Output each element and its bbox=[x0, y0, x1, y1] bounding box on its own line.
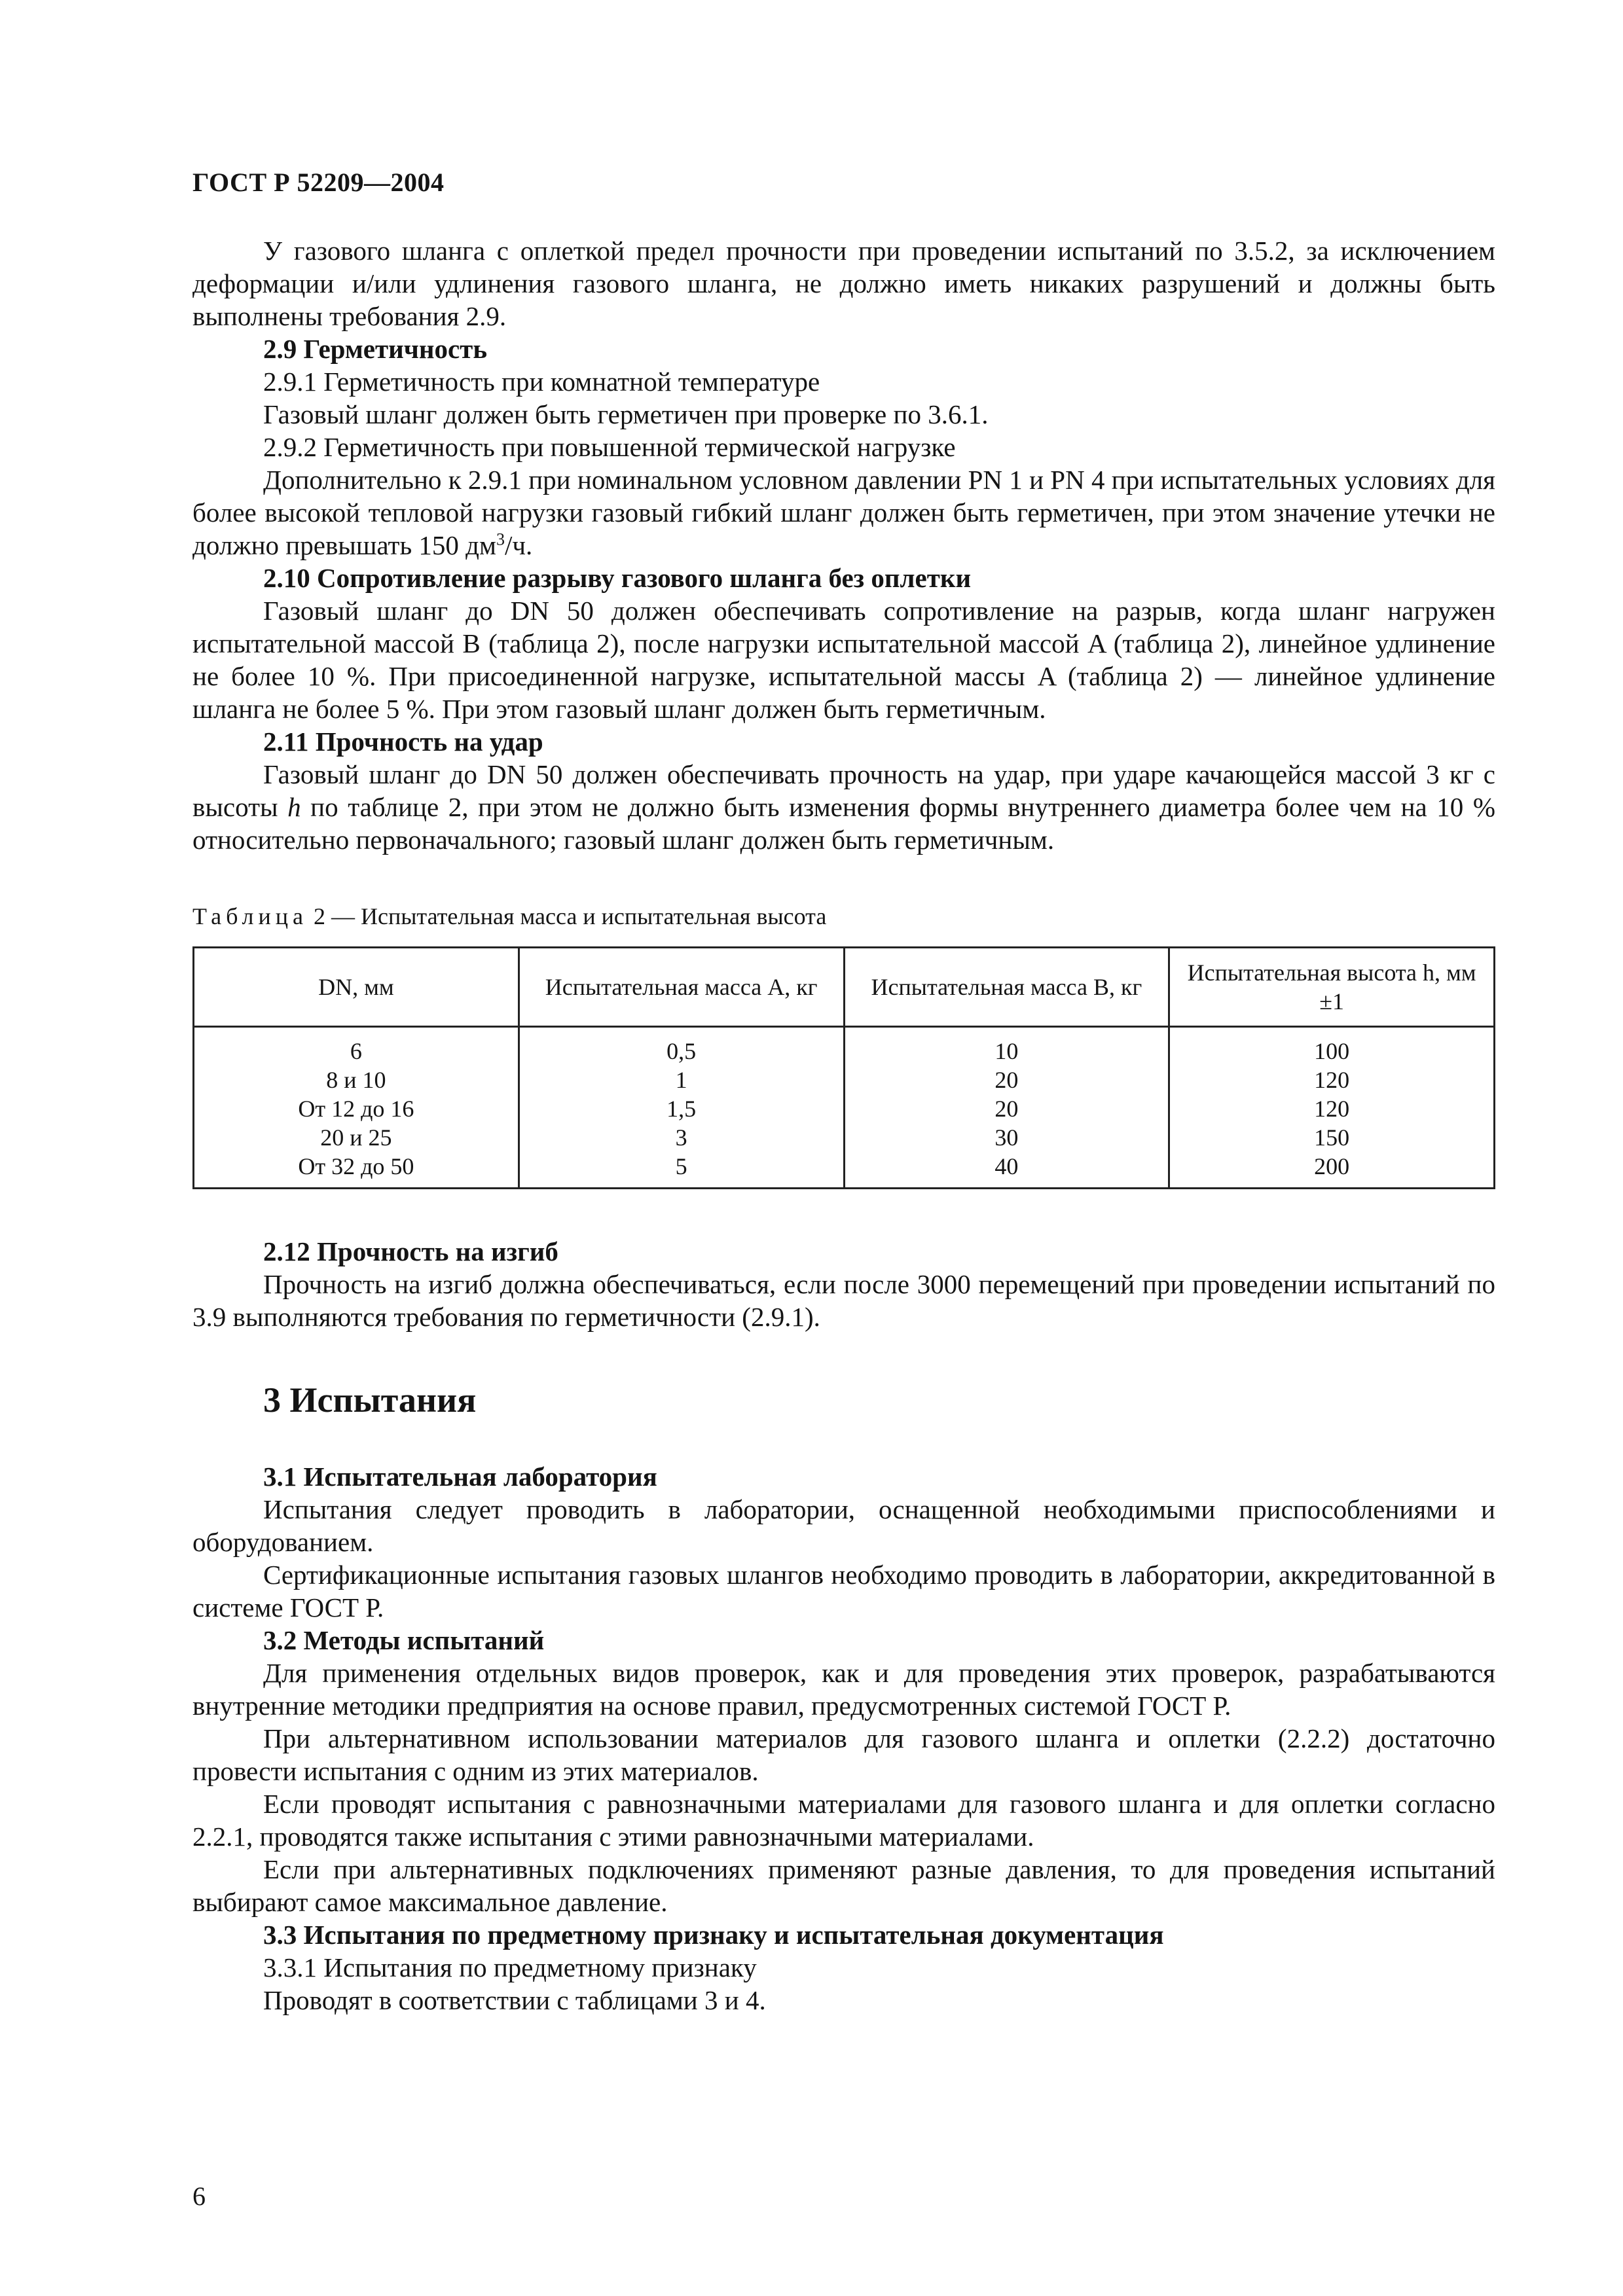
table-cell: 6 bbox=[350, 1038, 362, 1064]
heading-3-1: 3.1 Испытательная лаборатория bbox=[263, 1462, 657, 1492]
column-mass-a bbox=[519, 1027, 844, 1189]
heading-2-10: 2.10 Сопротивление разрыву газового шланга без оплетки bbox=[263, 563, 972, 593]
table-cell: 1,5 bbox=[666, 1096, 697, 1122]
paragraph-3-2-4: Если при альтернативных подключениях применяют разные давления, то для проведения испытаний выбирают самое максимальное давление. bbox=[192, 1854, 1495, 1917]
paragraph-strength: У газового шланга с оплеткой предел прочности при проведении испытаний по 3.5.2, за исключением деформации и/или удлинения газового шланга, не должно иметь никаких разрушений и должны быть выполнены требования 2.9. bbox=[192, 236, 1495, 331]
paragraph-3-1-2: Сертификационные испытания газовых шлангов необходимо проводить в лаборатории, аккредитованной в системе ГОСТ Р. bbox=[192, 1560, 1495, 1623]
heading-2-11: 2.11 Прочность на удар bbox=[263, 726, 543, 757]
table-cell: 20 и 25 bbox=[320, 1124, 392, 1151]
paragraph-3-1-1: Испытания следует проводить в лаборатории, оснащенной необходимыми приспособлениями и оборудованием. bbox=[192, 1494, 1495, 1557]
section-3-title: 3 Испытания bbox=[263, 1380, 477, 1420]
paragraph-2-9-2 bbox=[192, 463, 1495, 562]
paragraph-2-11 bbox=[192, 758, 1495, 856]
table-2-caption bbox=[192, 902, 1495, 931]
table-cell: 200 bbox=[1314, 1153, 1350, 1179]
paragraph-3-3-1: Проводят в соответствии с таблицами 3 и 4. bbox=[263, 1985, 766, 2015]
page-content bbox=[192, 234, 1495, 2017]
paragraph-2-11-start: Газовый шланг до DN 50 должен обеспечивать прочность на удар, при ударе качающейся массой 3 кг с высоты bbox=[192, 759, 1495, 822]
column-height-h bbox=[1169, 1027, 1495, 1189]
column-mass-b bbox=[844, 1027, 1169, 1189]
table-cell: 120 bbox=[1314, 1067, 1350, 1093]
table-cell: 1 bbox=[675, 1067, 687, 1093]
table-cell: 40 bbox=[994, 1153, 1019, 1179]
heading-3-2: 3.2 Методы испытаний bbox=[263, 1625, 545, 1655]
table-body-row bbox=[194, 1027, 1495, 1189]
table-cell: 120 bbox=[1314, 1096, 1350, 1122]
table-cell: 20 bbox=[994, 1067, 1019, 1093]
subheading-2-9-2: 2.9.2 Герметичность при повышенной термической нагрузке bbox=[263, 432, 956, 462]
page-number: 6 bbox=[192, 2181, 206, 2211]
header-dn: DN, мм bbox=[194, 948, 519, 1027]
header-mass-a: Испытательная масса A, кг bbox=[519, 948, 844, 1027]
variable-h: h bbox=[287, 792, 301, 822]
paragraph-2-10: Газовый шланг до DN 50 должен обеспечивать сопротивление на разрыв, когда шланг нагружен испытательной массой B (таблица 2), после нагрузки испытательной массой A (таблица 2), линейное удлинение не более 10 %. При присоединенной нагрузке, испытательной массы A (таблица 2) — линейное удлинение шланга не более 5 %. При этом газовый шланг должен быть герметичным. bbox=[192, 596, 1495, 724]
paragraph-2-9-2-unit: /ч. bbox=[504, 530, 533, 560]
paragraph-3-2-2: При альтернативном использовании материалов для газового шланга и оплетки (2.2.2) достаточно провести испытания с одним из этих материалов. bbox=[192, 1723, 1495, 1786]
subheading-2-9-1: 2.9.1 Герметичность при комнатной температуре bbox=[263, 367, 820, 397]
subheading-3-3-1: 3.3.1 Испытания по предметному признаку bbox=[263, 1952, 757, 1982]
table-cell: 20 bbox=[994, 1096, 1019, 1122]
heading-2-9: 2.9 Герметичность bbox=[263, 334, 487, 364]
section-2-12 bbox=[192, 1235, 1495, 1333]
paragraph-3-2-1: Для применения отдельных видов проверок, как и для проведения этих проверок, разрабатываются внутренние методики предприятия на основе правил, предусмотренных системой ГОСТ Р. bbox=[192, 1658, 1495, 1721]
table-cell: 30 bbox=[994, 1124, 1019, 1151]
heading-3-3: 3.3 Испытания по предметному признаку и испытательная документация bbox=[263, 1920, 1164, 1950]
table-cell: 8 и 10 bbox=[326, 1067, 386, 1093]
header-mass-b: Испытательная масса B, кг bbox=[844, 948, 1169, 1027]
table-cell: 5 bbox=[675, 1153, 687, 1179]
table-cell: 3 bbox=[675, 1124, 687, 1151]
table-caption-text: 2 — Испытательная масса и испытательная высота bbox=[307, 903, 827, 929]
paragraph-2-12: Прочность на изгиб должна обеспечиваться, если после 3000 перемещений при проведении испытаний по 3.9 выполняются требования по герметичности (2.9.1). bbox=[192, 1269, 1495, 1332]
superscript-3: 3 bbox=[496, 529, 505, 549]
table-cell: 150 bbox=[1314, 1124, 1350, 1151]
document-header: ГОСТ Р 52209—2004 bbox=[192, 168, 445, 197]
paragraph-2-11-end: по таблице 2, при этом не должно быть изменения формы внутреннего диаметра более чем на 10 % относительно первоначального; газовый шланг должен быть герметичным. bbox=[192, 792, 1496, 855]
table-header-row bbox=[194, 948, 1495, 1027]
paragraph-2-9-1: Газовый шланг должен быть герметичен при проверке по 3.6.1. bbox=[263, 399, 989, 429]
column-dn bbox=[194, 1027, 519, 1189]
table-cell: От 12 до 16 bbox=[298, 1096, 414, 1122]
table-cell: 100 bbox=[1314, 1038, 1350, 1064]
table-2 bbox=[192, 946, 1495, 1189]
heading-2-12: 2.12 Прочность на изгиб bbox=[263, 1236, 558, 1266]
table-cell: От 32 до 50 bbox=[298, 1153, 414, 1179]
table-cell: 10 bbox=[994, 1038, 1019, 1064]
header-height-h: Испытательная высота h, мм ±1 bbox=[1169, 948, 1495, 1027]
paragraph-2-9-2-text: Дополнительно к 2.9.1 при номинальном условном давлении PN 1 и PN 4 при испытательных условиях для более высокой тепловой нагрузки газовый гибкий шланг должен быть герметичен, при этом значение утечки не должно превышать 150 дм bbox=[192, 465, 1495, 560]
table-caption-prefix: Таблица bbox=[192, 903, 308, 929]
table-cell: 0,5 bbox=[666, 1038, 697, 1064]
paragraph-3-2-3: Если проводят испытания с равнозначными материалами для газового шланга и для оплетки согласно 2.2.1, проводятся также испытания с этими равнозначными материалами. bbox=[192, 1789, 1495, 1852]
